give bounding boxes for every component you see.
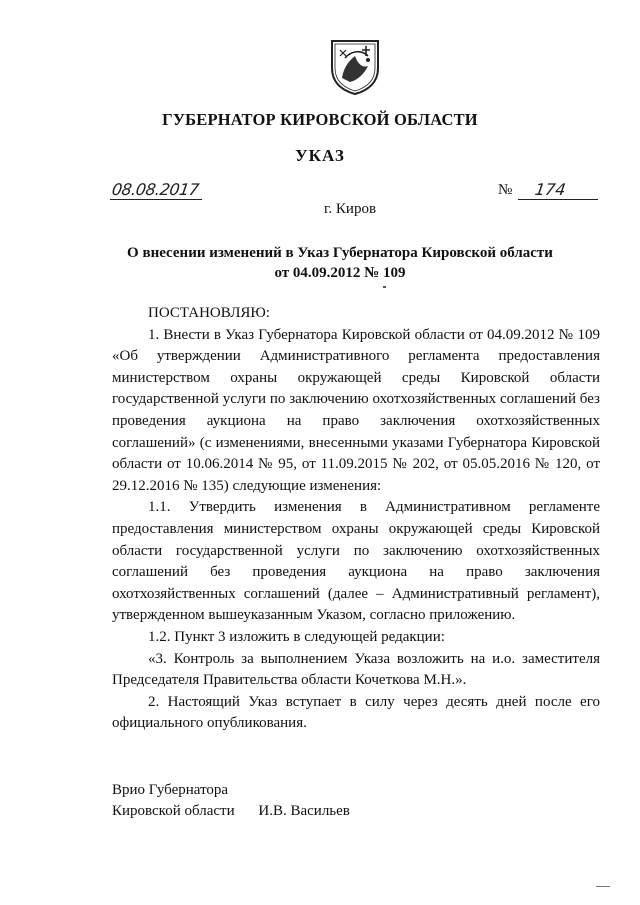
signatory-name: И.В. Васильев [258,803,350,819]
decree-body [112,303,600,735]
page-edge-mark [596,886,610,887]
signatory-title-row [112,801,350,822]
kirov-coat-of-arms-icon [328,38,382,96]
signatory-title-1: Врио Губернатора [112,782,229,798]
number-sign: № [498,182,513,198]
document-number: 174 [533,180,567,199]
resolve-heading: ПОСТАНОВЛЯЮ: [148,305,270,321]
scan-speck [383,286,386,288]
document-subject [100,243,580,283]
issuing-authority: ГУБЕРНАТОР КИРОВСКОЙ ОБЛАСТИ [162,110,478,129]
paragraph-1-2-quote: «3. Контроль за выполнением Указа возложить на и.о. заместителя Председателя Правительства области Кочеткова М.Н.». [112,650,600,689]
number-underline [518,199,598,200]
document-type: УКАЗ [295,146,345,165]
subject-line-1: О внесении изменений в Указ Губернатора Кировской области [127,245,553,261]
signature-block [112,780,350,822]
date-underline [110,199,202,200]
subject-line-2: от 04.09.2012 № 109 [274,265,406,281]
paragraph-1: 1. Внести в Указ Губернатора Кировской области от 04.09.2012 № 109 «Об утверждении Административного регламента предоставления министерством охраны окружающей среды Кировской области государственной услуги по заключению охотхозяйственных соглашений без проведения аукциона на право заключения охотхозяйственных соглашений» (с изменениями, внесенными указами Губернатора Кировской области от 10.06.2014 № 95, от 11.09.2015 № 202, от 05.05.2016 № 120, от 29.12.2016 № 135) следующие изменения: [112,326,600,494]
paragraph-2: 2. Настоящий Указ вступает в силу через десять дней после его официального опубликования. [112,693,600,732]
paragraph-1-1: 1.1. Утвердить изменения в Административном регламенте предоставления министерством охраны окружающей среды Кировской области государственной услуги по заключению охотхозяйственных соглашений без проведения аукциона на право заключения охотхозяйственных соглашений (далее – Административный регламент), утвержденном вышеуказанным Указом, согласно приложению. [112,499,600,624]
document-date: 08.08.2017 [110,180,200,199]
city: г. Киров [323,201,377,217]
signatory-title-2: Кировской области [112,803,235,819]
paragraph-1-2: 1.2. Пункт 3 изложить в следующей редакции: [148,628,445,645]
